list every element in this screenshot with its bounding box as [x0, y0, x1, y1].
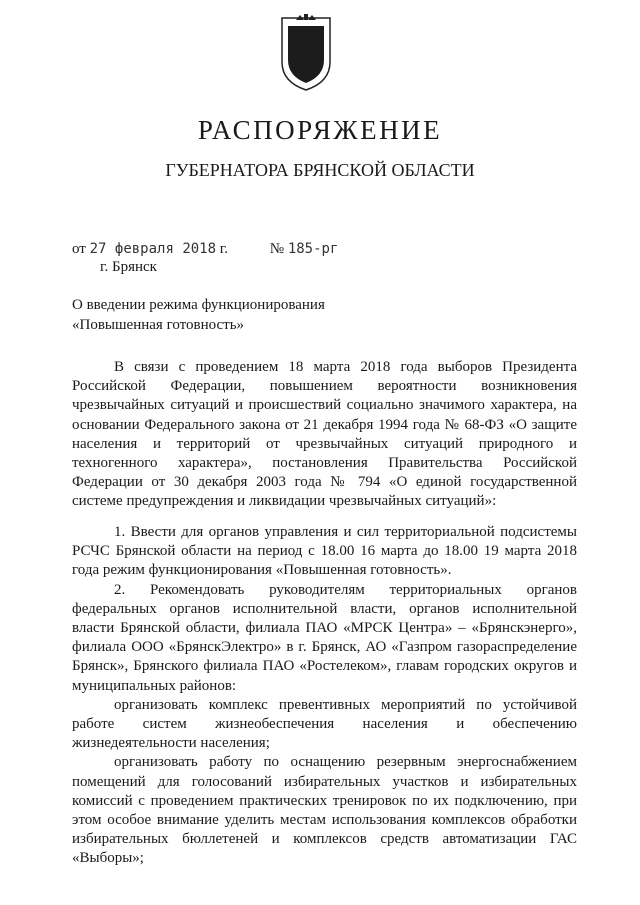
coat-of-arms-icon [274, 12, 338, 94]
document-date-number [72, 241, 338, 258]
document-number: 185-рг [287, 241, 339, 257]
number-label: № [269, 241, 285, 257]
year-suffix: г. [219, 241, 229, 257]
document-date: 27 февраля 2018 [89, 241, 217, 257]
item-2-sub-b: организовать работу по оснащению резервным энергоснабжением помещений для голосований избирательных участков и избирательных комиссий с проведением практических тренировок по их подключению, при этом особое внимание уделить местам использования комплексов обработки избирательных бюллетеней и комплексов средств автоматизации ГАС «Выборы»; [72, 754, 577, 867]
item-1: 1. Ввести для органов управления и сил территориальной подсистемы РСЧС Брянской области на период с 18.00 16 марта до 18.00 19 марта 2018 года режим функционирования «Повышенная готовность». [72, 524, 577, 579]
document-subject [72, 296, 325, 335]
item-2: 2. Рекомендовать руководителям территориальных органов федеральных органов исполнительной власти, органов исполнительной власти Брянской области, филиала ПАО «МРСК Центра» – «Брянскэнерго», филиала ООО «БрянскЭлектро» в г. Брянск, АО «Газпром газораспределение Брянск», Брянского филиала ПАО «Ростелеком», главам городских округов и муниципальных районов: [72, 581, 577, 694]
city: г. Брянск [100, 259, 157, 275]
document-subtitle: ГУБЕРНАТОРА БРЯНСКОЙ ОБЛАСТИ [165, 160, 475, 180]
order-items [72, 523, 577, 869]
from-label: от [72, 241, 86, 257]
document-title: РАСПОРЯЖЕНИЕ [197, 115, 443, 145]
subject-line-2: «Повышенная готовность» [72, 316, 245, 333]
item-2-sub-a: организовать комплекс превентивных мероприятий по устойчивой работе систем жизнеобеспечения населения и обеспечению жизнедеятельности населения; [72, 696, 577, 752]
preamble-paragraph: В связи с проведением 18 марта 2018 года выборов Президента Российской Федерации, повышением вероятности возникновения чрезвычайных ситуаций и происшествий социально значимого характера, на основании Федерального закона от 21 декабря 1994 года № 68-ФЗ «О защите населения и территорий от чрезвычайных ситуаций природного и техногенного характера», постановления Правительства Российской Федерации от 30 декабря 2003 года № 794 «О единой государственной системе предупреждения и ликвидации чрезвычайных ситуаций»: [72, 359, 577, 510]
preamble [72, 358, 577, 512]
subject-line-1: О введении режима функционирования [72, 297, 325, 313]
